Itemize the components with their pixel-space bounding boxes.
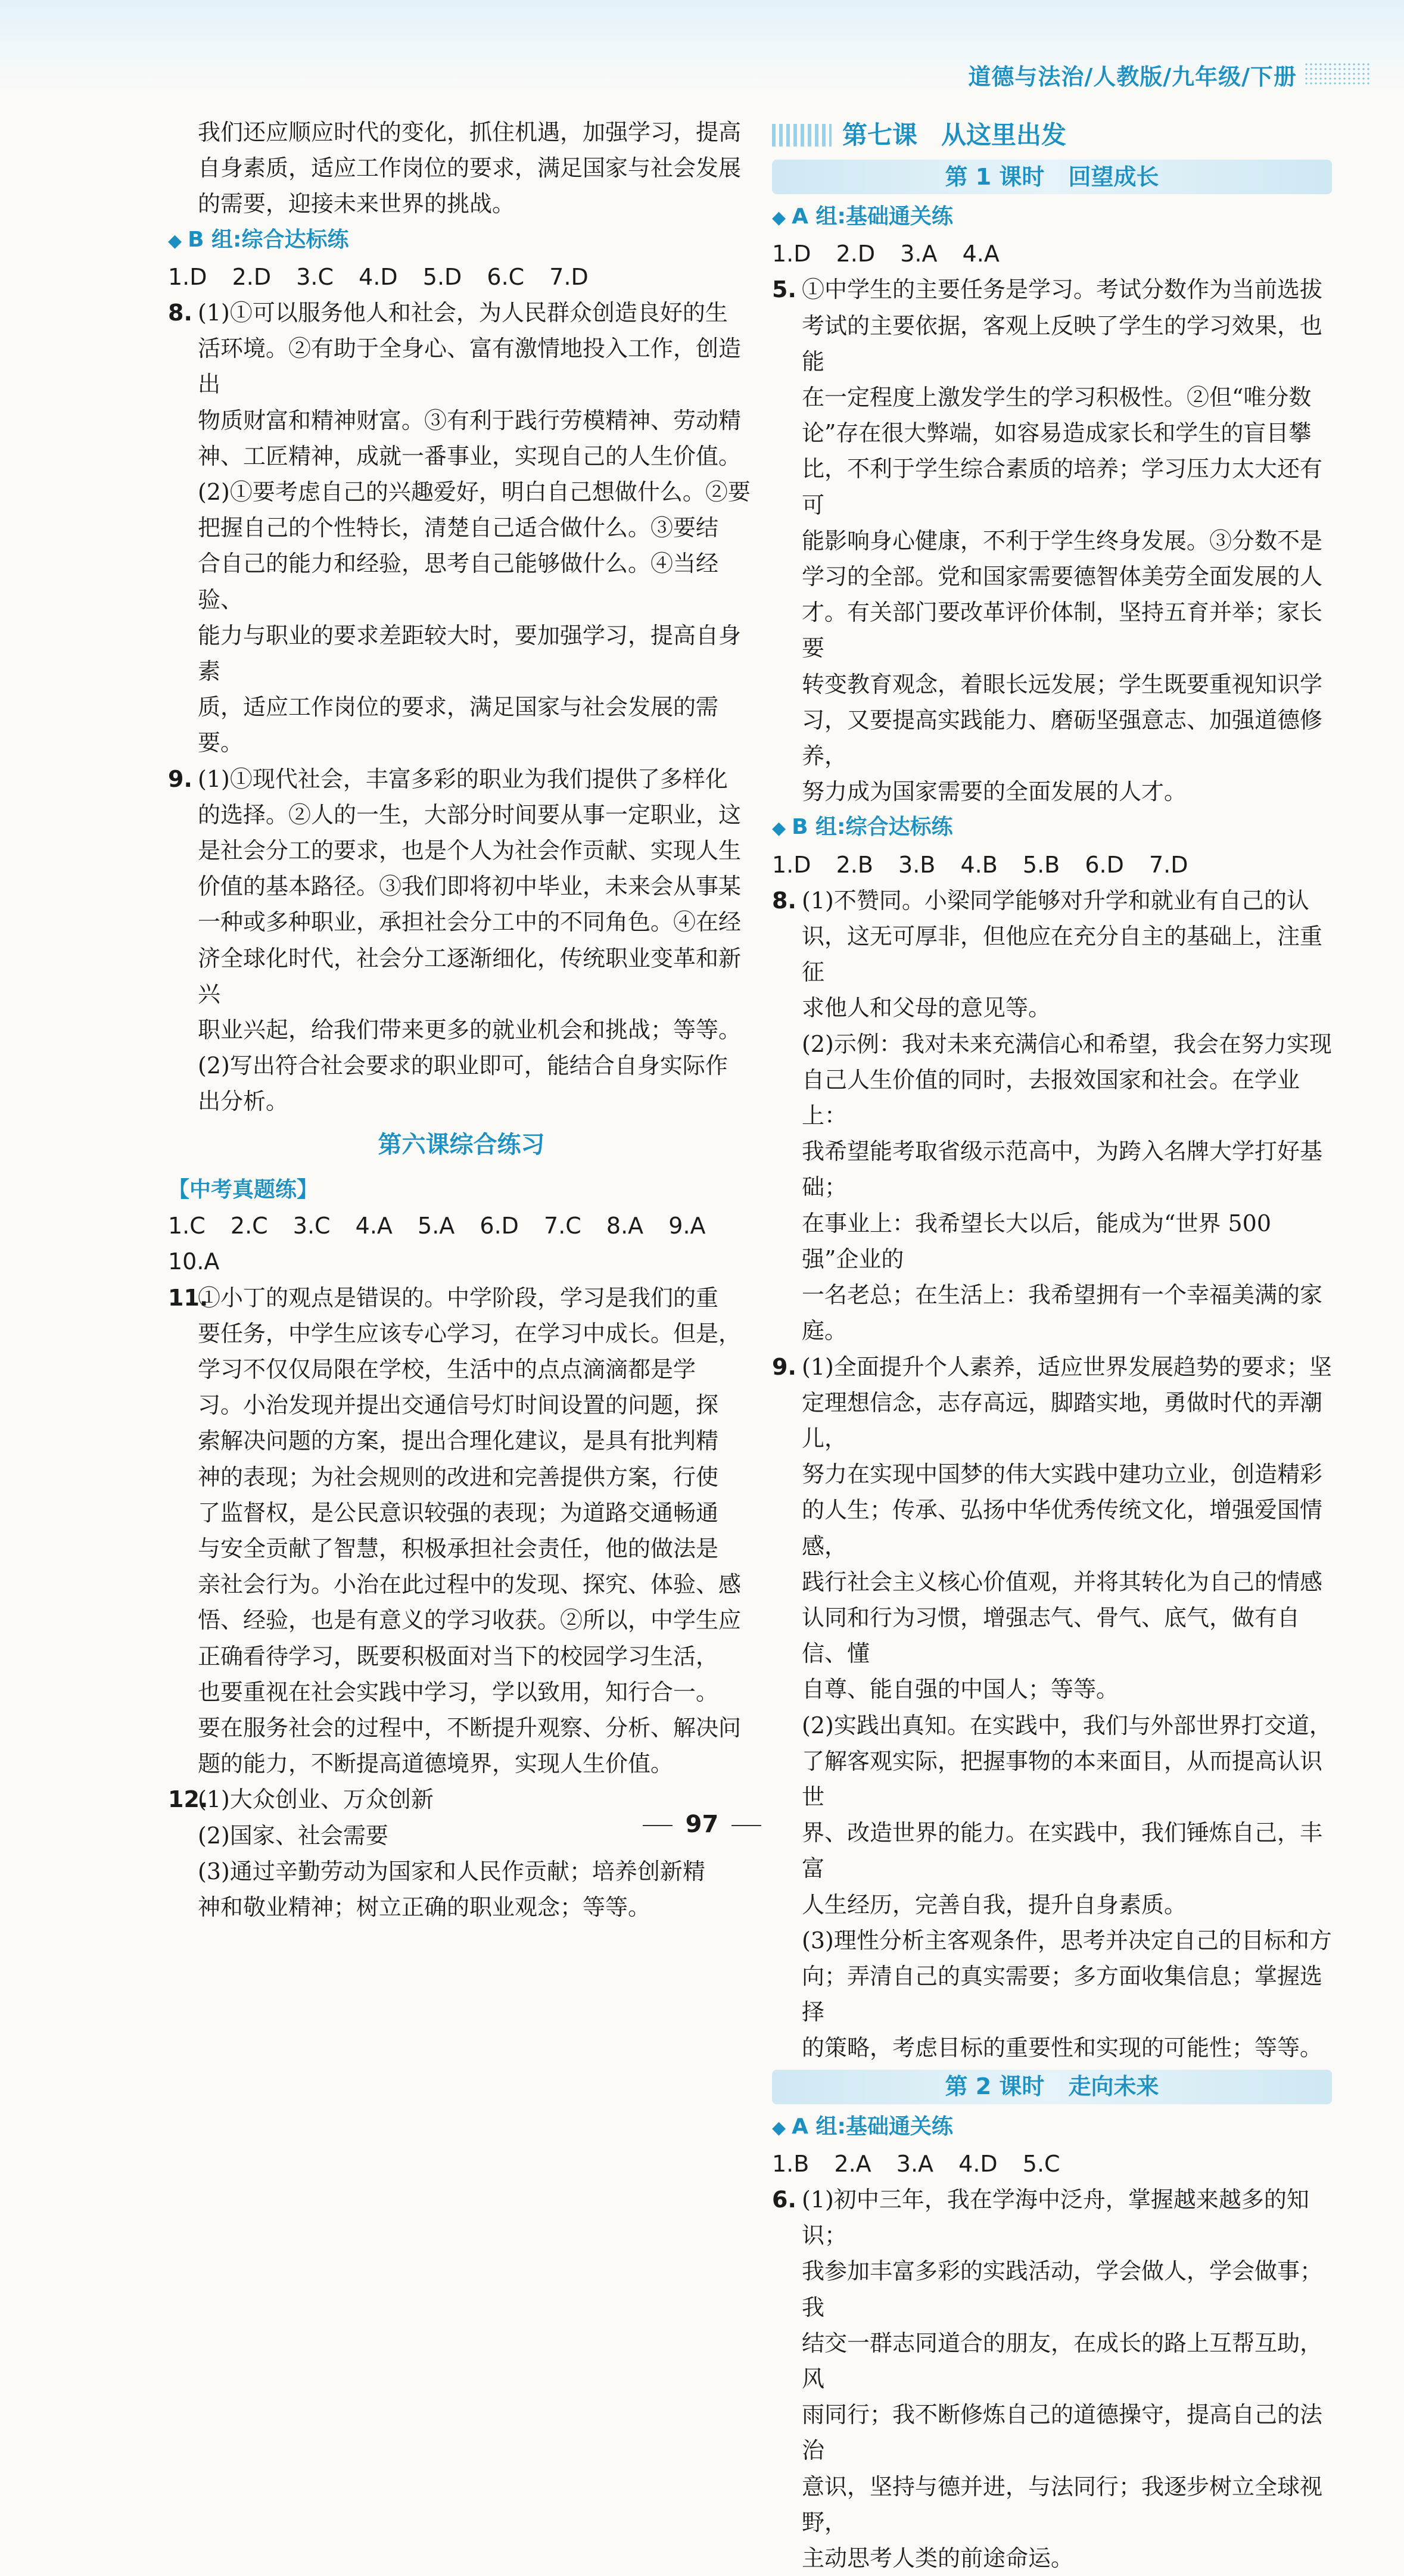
answers-row bbox=[168, 1244, 755, 1279]
answer: 1.C bbox=[168, 1213, 206, 1239]
text-line: (1)①现代社会，丰富多彩的职业为我们提供了多样化 bbox=[198, 765, 728, 792]
answers-row bbox=[168, 259, 755, 295]
text-line: 自尊、能自强的中国人；等等。 bbox=[802, 1676, 1119, 1703]
text-line: (3)理性分析主客观条件，思考并决定自己的目标和方 bbox=[802, 1927, 1332, 1954]
answer: 5.D bbox=[422, 263, 462, 290]
page-number: 97 bbox=[0, 1811, 1404, 1838]
text-line: 转变教育观念，着眼长远发展；学生既要重视知识学 bbox=[802, 671, 1323, 697]
text-line: 界、改造世界的能力。在实践中，我们锤炼自己，丰富 bbox=[802, 1820, 1323, 1882]
answer: 2.A bbox=[834, 2150, 871, 2177]
text-line: 努力成为国家需要的全面发展的人才。 bbox=[802, 778, 1187, 805]
question-6 bbox=[772, 2182, 1332, 2576]
text-line: (1)大众创业、万众创新 bbox=[198, 1786, 434, 1813]
question-number: 8. bbox=[772, 887, 796, 914]
answer: 1.D bbox=[168, 263, 207, 290]
answer: 6.D bbox=[1085, 851, 1124, 878]
text-line: 的人生；传承、弘扬中华优秀传统文化，增强爱国情感， bbox=[802, 1497, 1323, 1559]
lesson-heading bbox=[772, 114, 1332, 156]
answer: 4.A bbox=[355, 1213, 393, 1239]
answers-row bbox=[772, 847, 1332, 883]
text-line: 自己人生价值的同时，去报效国家和社会。在学业上： bbox=[802, 1066, 1300, 1129]
answer: 5.A bbox=[418, 1213, 455, 1239]
text-line: (2)示例：我对未来充满信心和希望，我会在努力实现 bbox=[802, 1030, 1332, 1057]
lesson-number: 第七课 bbox=[842, 120, 918, 149]
text-line: 考试的主要依据，客观上反映了学生的学习效果，也能 bbox=[802, 312, 1323, 375]
answer: 7.C bbox=[544, 1213, 581, 1239]
text-line: 一名老总；在生活上：我希望拥有一个幸福美满的家庭。 bbox=[802, 1282, 1323, 1344]
group-b-heading: ◆ B 组:综合达标练 bbox=[772, 809, 1332, 846]
text-line: 的选择。②人的一生，大部分时间要从事一定职业，这 bbox=[198, 801, 742, 828]
text-line: (1)初中三年，我在学海中泛舟，掌握越来越多的知识； bbox=[802, 2186, 1309, 2249]
answer: 3.C bbox=[292, 1213, 331, 1239]
text-line: 合自己的能力和经验，思考自己能够做什么。④当经验、 bbox=[198, 550, 719, 613]
period-ribbon-1 bbox=[772, 160, 1332, 194]
text-line: 神和敬业精神；树立正确的职业观念；等等。 bbox=[198, 1893, 651, 1920]
text-line: 求他人和父母的意见等。 bbox=[802, 995, 1051, 1021]
text-line: 是社会分工的要求，也是个人为社会作贡献、实现人生 bbox=[198, 837, 742, 864]
question-12 bbox=[168, 1781, 755, 1925]
text-line: 我参加丰富多彩的实践活动，学会做人，学会做事；我 bbox=[802, 2258, 1323, 2320]
diamond-icon: ◆ bbox=[772, 207, 786, 228]
answer: 3.A bbox=[896, 2150, 934, 2177]
text-line: 习，又要提高实践能力、磨砺坚强意志、加强道德修养， bbox=[802, 706, 1323, 770]
text-line: 的需要，迎接未来世界的挑战。 bbox=[198, 191, 515, 217]
answer: 1.D bbox=[772, 851, 811, 878]
answer: 2.C bbox=[230, 1213, 268, 1239]
text-line: 神的表现；为社会规则的改进和完善提供方案，行使 bbox=[198, 1463, 719, 1490]
answer: 1.D bbox=[772, 241, 811, 267]
diamond-icon: ◆ bbox=[772, 818, 786, 839]
text-line: 向；弄清自己的真实需要；多方面收集信息；掌握选择 bbox=[802, 1963, 1323, 2026]
text-line: 比，不利于学生综合素质的培养；学习压力太大还有可 bbox=[802, 456, 1323, 518]
question-number: 12. bbox=[168, 1786, 208, 1813]
question-8 bbox=[168, 295, 755, 761]
diamond-icon: ◆ bbox=[168, 230, 182, 251]
text-line: 亲社会行为。小治在此过程中的发现、探究、体验、感 bbox=[198, 1571, 742, 1598]
diamond-icon: ◆ bbox=[772, 2117, 786, 2138]
text-line: 定理想信念，志存高远，脚踏实地，勇做时代的弄潮儿， bbox=[802, 1389, 1323, 1451]
text-line: 学习的全部。党和国家需要德智体美劳全面发展的人 bbox=[802, 563, 1323, 590]
text-line: 践行社会主义核心价值观，并将其转化为自己的情感 bbox=[802, 1568, 1323, 1595]
text-line: 正确看待学习，既要积极面对当下的校园学习生活， bbox=[198, 1643, 719, 1669]
answer: 9.A bbox=[668, 1213, 706, 1239]
period-ribbon-2 bbox=[772, 2070, 1332, 2104]
answer: 7.D bbox=[1148, 851, 1188, 878]
answer: 6.C bbox=[487, 263, 525, 290]
text-line: 神、工匠精神，成就一番事业，实现自己的人生价值。 bbox=[198, 443, 742, 469]
divider bbox=[731, 1825, 761, 1826]
left-column bbox=[168, 114, 755, 1925]
text-line: 的策略，考虑目标的重要性和实现的可能性；等等。 bbox=[802, 2035, 1323, 2061]
period-title: 回望成长 bbox=[1068, 163, 1159, 190]
answer: 2.D bbox=[836, 241, 876, 267]
text-line: 把握自己的个性特长，清楚自己适合做什么。③要结 bbox=[198, 515, 719, 541]
text-line: 职业兴起，给我们带来更多的就业机会和挑战；等等。 bbox=[198, 1017, 742, 1044]
answer: 4.B bbox=[960, 851, 998, 878]
text-line: 我们还应顺应时代的变化，抓住机遇，加强学习，提高 bbox=[198, 119, 742, 145]
text-line: (2)写出符合社会要求的职业即可，能结合自身实际作 bbox=[198, 1052, 728, 1079]
text-line: 了监督权，是公民意识较强的表现；为道路交通畅通 bbox=[198, 1499, 719, 1526]
text-line: 也要重视在社会实践中学习，学以致用，知行合一。 bbox=[198, 1678, 719, 1705]
question-8 bbox=[772, 883, 1332, 1349]
text-line: 活环境。②有助于全身心、富有激情地投入工作，创造出 bbox=[198, 335, 742, 398]
text-line: 价值的基本路径。③我们即将初中毕业，未来会从事某 bbox=[198, 873, 742, 900]
text-line: 质，适应工作岗位的要求，满足国家与社会发展的需要。 bbox=[198, 694, 719, 756]
text-line: (2)国家、社会需要 bbox=[198, 1822, 388, 1849]
text-line: 题的能力，不断提高道德境界，实现人生价值。 bbox=[198, 1750, 674, 1777]
text-line: 一种或多种职业，承担社会分工中的不同角色。④在经 bbox=[198, 909, 742, 936]
text-line: 人生经历，完善自我，提升自身素质。 bbox=[802, 1891, 1187, 1918]
intro-paragraph bbox=[168, 114, 755, 222]
text-line: 出分析。 bbox=[198, 1088, 289, 1115]
question-5 bbox=[772, 272, 1332, 809]
text-line: 物质财富和精神财富。③有利于践行劳模精神、劳动精 bbox=[198, 407, 742, 434]
text-line: 努力在实现中国梦的伟大实践中建功立业，创造精彩 bbox=[802, 1461, 1323, 1488]
answers-row bbox=[772, 2146, 1332, 2182]
text-line: 能影响身心健康，不利于学生终身发展。③分数不是 bbox=[802, 527, 1323, 554]
answer: 3.C bbox=[296, 263, 334, 290]
text-line: (1)全面提升个人素养，适应世界发展趋势的要求；坚 bbox=[802, 1353, 1332, 1380]
answers-row bbox=[772, 236, 1332, 272]
question-11 bbox=[168, 1280, 755, 1782]
question-number: 5. bbox=[772, 276, 796, 303]
text-line: (1)不赞同。小梁同学能够对升学和就业有自己的认 bbox=[802, 887, 1309, 914]
text-line: 索解决问题的方案，提出合理化建议，是具有批判精 bbox=[198, 1428, 719, 1454]
text-line: 我希望能考取省级示范高中，为跨入名牌大学打好基础； bbox=[802, 1138, 1323, 1201]
text-line: 识，这无可厚非，但他应在充分自主的基础上，注重征 bbox=[802, 923, 1323, 986]
answer: 4.D bbox=[958, 2150, 998, 2177]
answer: 2.D bbox=[232, 263, 272, 290]
right-column bbox=[772, 114, 1332, 2576]
question-number: 8. bbox=[168, 300, 192, 326]
text-line: 认同和行为习惯，增强志气、骨气、底气，做有自信、懂 bbox=[802, 1604, 1300, 1667]
answer: 5.B bbox=[1022, 851, 1060, 878]
book-series-title: 道德与法治/人教版/九年级/下册 bbox=[968, 64, 1297, 90]
text-line: (2)①要考虑自己的兴趣爱好，明白自己想做什么。②要 bbox=[198, 479, 751, 506]
question-9 bbox=[772, 1349, 1332, 2066]
question-9 bbox=[168, 761, 755, 1120]
section-title: 第六课综合练习 bbox=[378, 1130, 545, 1158]
text-line: ①中学生的主要任务是学习。考试分数作为当前选拔 bbox=[802, 276, 1323, 303]
text-line: 要在服务社会的过程中，不断提升观察、分析、解决问 bbox=[198, 1714, 742, 1741]
group-b-heading: ◆ B 组:综合达标练 bbox=[168, 222, 755, 259]
answer: 7.D bbox=[549, 263, 589, 290]
text-line: 雨同行；我不断修炼自己的道德操守，提高自己的法治 bbox=[802, 2401, 1323, 2464]
question-number: 9. bbox=[772, 1353, 796, 1380]
answer: 8.A bbox=[606, 1213, 644, 1239]
answer: 3.B bbox=[898, 851, 936, 878]
text-line: 能力与职业的要求差距较大时，要加强学习，提高自身素 bbox=[198, 622, 742, 685]
text-line: (2)实践出真知。在实践中，我们与外部世界打交道， bbox=[802, 1712, 1332, 1739]
divider bbox=[643, 1825, 673, 1826]
period-number: 第 2 课时 bbox=[945, 2073, 1045, 2100]
answers-row bbox=[168, 1208, 755, 1244]
answer: 6.D bbox=[480, 1213, 519, 1239]
group-a-heading: ◆ A 组:基础通关练 bbox=[772, 199, 1332, 236]
question-number: 11. bbox=[168, 1284, 208, 1311]
text-line: 主动思考人类的前途命运。 bbox=[802, 2545, 1074, 2571]
text-line: 了解客观实际，把握事物的本来面目，从而提高认识世 bbox=[802, 1748, 1323, 1810]
text-line: 论”存在很大弊端，如容易造成家长和学生的盲目攀 bbox=[802, 420, 1312, 447]
question-number: 6. bbox=[772, 2186, 796, 2213]
text-line: 才。有关部门要改革评价体制，坚持五育并举；家长要 bbox=[802, 599, 1323, 662]
text-line: 与安全贡献了智慧，积极承担社会责任，他的做法是 bbox=[198, 1535, 719, 1562]
answer: 2.B bbox=[836, 851, 873, 878]
text-line: 济全球化时代，社会分工逐渐细化，传统职业变革和新兴 bbox=[198, 945, 742, 1007]
text-line: (1)①可以服务他人和社会，为人民群众创造良好的生 bbox=[198, 300, 728, 326]
question-number: 9. bbox=[168, 765, 192, 792]
answer: 4.A bbox=[962, 241, 1000, 267]
text-line: 在事业上：我希望长大以后，能成为“世界 500 强”企业的 bbox=[802, 1210, 1272, 1272]
answer: 5.C bbox=[1022, 2150, 1060, 2177]
text-line: 结交一群志同道合的朋友，在成长的路上互帮互助，风 bbox=[802, 2329, 1323, 2392]
lesson-name: 从这里出发 bbox=[941, 120, 1067, 149]
text-line: 自身素质，适应工作岗位的要求，满足国家与社会发展 bbox=[198, 155, 742, 182]
group-a-heading: ◆ A 组:基础通关练 bbox=[772, 2109, 1332, 2146]
text-line: 习。小治发现并提出交通信号灯时间设置的问题，探 bbox=[198, 1392, 719, 1419]
striped-bars-decoration bbox=[772, 124, 832, 147]
text-line: 在一定程度上激发学生的学习积极性。②但“唯分数 bbox=[802, 384, 1312, 411]
answer: 1.B bbox=[772, 2150, 810, 2177]
answer: 10.A bbox=[168, 1248, 220, 1275]
answer: 3.A bbox=[900, 241, 938, 267]
zhongkao-heading: 【中考真题练】 bbox=[168, 1177, 319, 1202]
answer: 4.D bbox=[359, 263, 398, 290]
period-number: 第 1 课时 bbox=[945, 163, 1045, 190]
text-line: (3)通过辛勤劳动为国家和人民作贡献；培养创新精 bbox=[198, 1858, 705, 1885]
text-line: 学习不仅仅局限在学校，生活中的点点滴滴都是学 bbox=[198, 1356, 696, 1382]
period-title: 走向未来 bbox=[1068, 2073, 1159, 2100]
text-line: 悟、经验，也是有意义的学习收获。②所以，中学生应 bbox=[198, 1607, 742, 1634]
text-line: 意识，坚持与德并进，与法同行；我逐步树立全球视野， bbox=[802, 2473, 1323, 2535]
header-dot-pattern bbox=[1304, 62, 1369, 86]
text-line: ①小丁的观点是错误的。中学阶段，学习是我们的重 bbox=[198, 1284, 719, 1311]
text-line: 要任务，中学生应该专心学习，在学习中成长。但是， bbox=[198, 1320, 742, 1347]
